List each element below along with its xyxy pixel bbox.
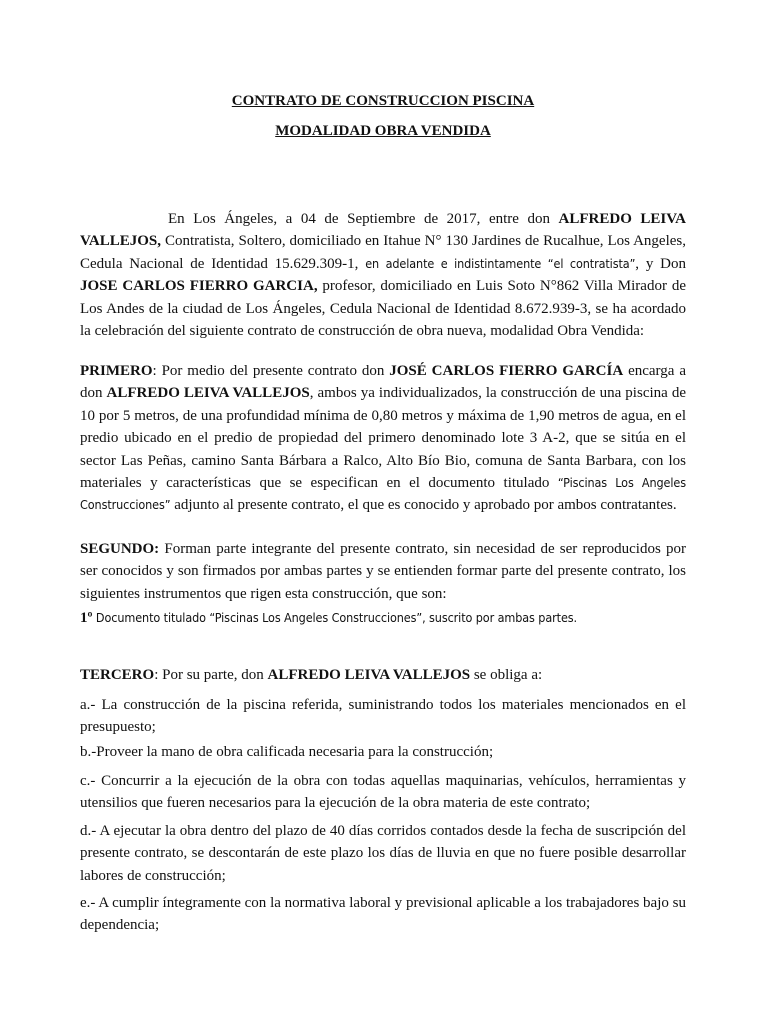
clause-segundo [80, 538, 686, 605]
clause-primero-text-3: , ambos ya individualizados, la construcción de una piscina de 10 por 5 metros, de una profundidad mínima de 0,80 metros y máxima de 1,90 metros de agua, en el predio ubicado en el predio de propiedad del primero denominado lote 3 A-2, que se sitúa en el sector Las Peñas, camino Santa Bárbara a Ralco, Alto Bío Bio, comuna de Santa Barbara, con los materiales y características que se especifican en el documento titulado [80, 385, 687, 492]
intro-text-4: profesor, domiciliado en Luis Soto N°862 Villa Mirador de Los Andes de la ciudad de Los Ángeles, Cedula Nacional de Identidad 8.672.939-3, se ha acordado la celebración del siguiente contrato de construcción de obra nueva, modalidad Obra Vendida: [80, 278, 686, 340]
clause-primero-label: PRIMERO [80, 363, 153, 379]
clause-tercero [80, 664, 686, 686]
clause-segundo-text: Forman parte integrante del presente contrato, sin necesidad de ser reproducidos por ser conocidos y son firmados por ambas partes y se entienden formar parte del presente contrato, los siguientes instrumentos que rigen esta construcción, que son: [80, 541, 686, 602]
client-name: JOSE CARLOS FIERRO GARCIA, [80, 278, 318, 295]
document-subtitle: MODALIDAD OBRA VENDIDA [275, 123, 491, 139]
clause-primero-document: “Piscinas Los Angeles Construcciones” [80, 475, 686, 513]
clause-segundo-item [80, 607, 686, 629]
clause-tercero-text-1: : Por su parte, don [154, 667, 268, 683]
obligation-item-a: a.- La construcción de la piscina referida, suministrando todos los materiales mencionados en el presupuesto; [80, 697, 686, 736]
clause-primero [80, 360, 686, 517]
intro-text-1: En Los Ángeles, a 04 de Septiembre de 2017, entre don [168, 211, 559, 227]
clause-segundo-item-text: Documento titulado “Piscinas Los Angeles Construcciones”, suscrito por ambas partes. [92, 610, 577, 625]
document-page [80, 86, 687, 934]
intro-text-alias: en adelante e indistintamente “el contratista” [365, 255, 636, 271]
clause-primero-client: JOSÉ CARLOS FIERRO GARCÍA [389, 363, 624, 379]
intro-paragraph [80, 208, 686, 342]
contractor-name: ALFREDO LEIVA VALLEJOS, [80, 211, 686, 250]
intro-text-2: Contratista, Soltero, domiciliado en Itahue N° 130 Jardines de Rucalhue, Los Angeles, Cedula Nacional de Identidad 15.629.309-1, [80, 233, 686, 272]
obligation-item-c: c.- Concurrir a la ejecución de la obra con todas aquellas maquinarias, vehículos, herramientas y utensilios que fueren necesarios para la ejecución de la obra materia de este contrato; [80, 773, 686, 812]
clause-tercero-contractor: ALFREDO LEIVA VALLEJOS [267, 667, 471, 683]
obligation-item-b: b.-Proveer la mano de obra calificada necesaria para la construcción; [80, 744, 494, 760]
obligation-item-d: d.- A ejecutar la obra dentro del plazo de 40 días corridos contados desde la fecha de suscripción del presente contrato, se descontarán de este plazo los días de lluvia en que no fuere posible desarrollar labores de construcción; [80, 823, 686, 884]
document-title: CONTRATO DE CONSTRUCCION PISCINA [231, 93, 535, 109]
clause-primero-contractor: ALFREDO LEIVA VALLEJOS [106, 385, 310, 402]
obligation-item-e: e.- A cumplir íntegramente con la normativa laboral y previsional aplicable a los trabajadores bajo su dependencia; [80, 895, 686, 934]
clause-primero-text-4: adjunto al presente contrato, el que es conocido y aprobado por ambos contratantes. [170, 497, 677, 514]
clause-tercero-text-2: se obliga a: [470, 667, 543, 683]
intro-text-3: , y Don [635, 255, 686, 272]
clause-primero-text-1: : Por medio del presente contrato don [152, 363, 390, 379]
clause-segundo-label: SEGUNDO: [80, 541, 160, 557]
clause-segundo-item-number: 1º [80, 610, 93, 626]
clause-tercero-label: TERCERO [80, 667, 155, 683]
clause-primero-text-2: encarga a don [80, 363, 686, 402]
